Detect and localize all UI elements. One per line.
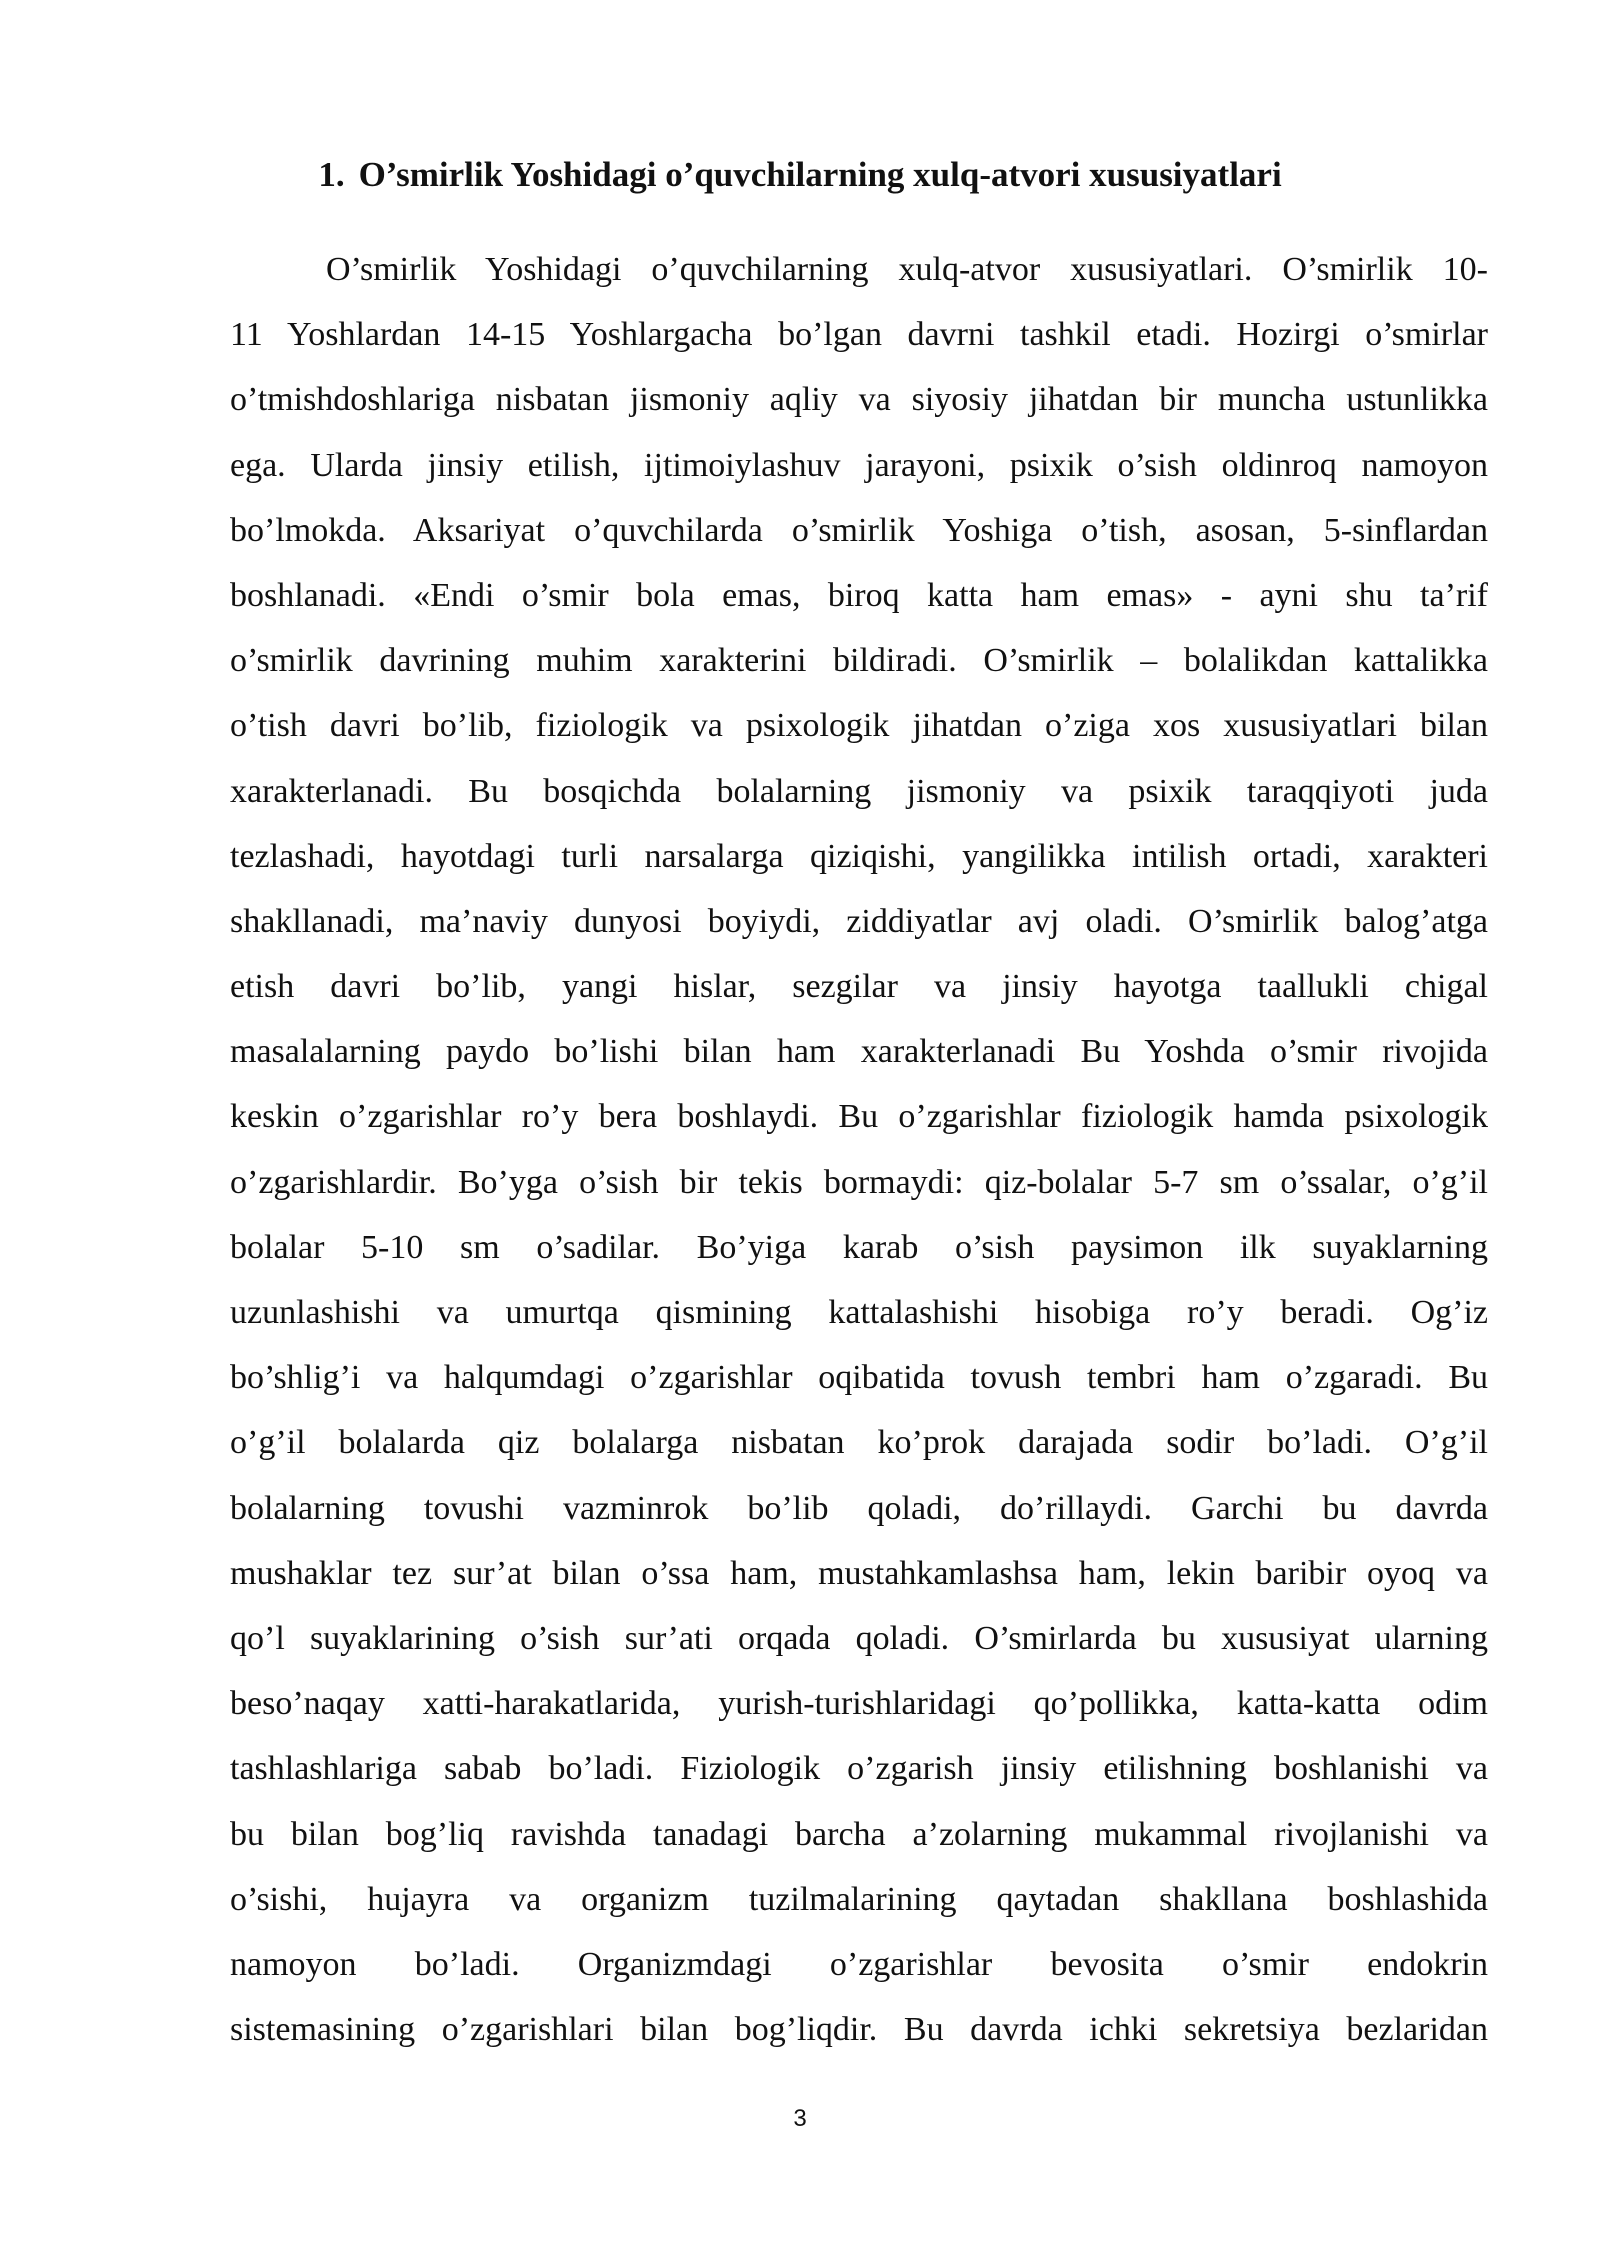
paragraph-line: bolalar 5-10 sm o’sadilar. Bo’yiga karab o’sish paysimon ilk suyaklarning bbox=[230, 1228, 1488, 1266]
paragraph-line: qo’l suyaklarining o’sish sur’ati orqada qoladi. O’smirlarda bu xususiyat ularning bbox=[230, 1619, 1488, 1657]
paragraph-line: O’smirlik Yoshidagi o’quvchilarning xulq-atvor xususiyatlari. O’smirlik 10- bbox=[326, 251, 1488, 288]
section-heading bbox=[0, 150, 1600, 200]
paragraph-line: xarakterlanadi. Bu bosqichda bolalarning jismoniy va psixik taraqqiyoti juda bbox=[230, 772, 1488, 810]
paragraph-line: o’zgarishlardir. Bo’yga o’sish bir tekis bormaydi: qiz-bolalar 5-7 sm o’ssalar, o’g’il bbox=[230, 1163, 1488, 1201]
paragraph-line: boshlanadi. «Endi o’smir bola emas, biroq katta ham emas» - ayni shu ta’rif bbox=[230, 576, 1488, 614]
paragraph-line: etish davri bo’lib, yangi hislar, sezgilar va jinsiy hayotga taallukli chigal bbox=[230, 968, 1488, 1006]
section-title: O’smirlik Yoshidagi o’quvchilarning xulq-atvori xususiyatlari bbox=[358, 155, 1282, 194]
section-number: 1. bbox=[318, 155, 345, 194]
paragraph-line: uzunlashishi va umurtqa qismining kattalashishi hisobiga ro’y beradi. Og’iz bbox=[230, 1294, 1488, 1331]
paragraph-line: sistemasining o’zgarishlari bilan bog’liqdir. Bu davrda ichki sekretsiya bezlaridan bbox=[230, 2011, 1488, 2049]
paragraph-line: 11 Yoshlardan 14-15 Yoshlargacha bo’lgan davrni tashkil etadi. Hozirgi o’smirlar bbox=[230, 316, 1488, 354]
paragraph-line: o’tish davri bo’lib, fiziologik va psixologik jihatdan o’ziga xos xususiyatlari bilan bbox=[230, 707, 1488, 745]
paragraph-line: bu bilan bog’liq ravishda tanadagi barcha a’zolarning mukammal rivojlanishi va bbox=[230, 1815, 1488, 1853]
paragraph-line: namoyon bo’ladi. Organizmdagi o’zgarishlar bevosita o’smir endokrin bbox=[230, 1945, 1488, 1983]
paragraph-line: masalalarning paydo bo’lishi bilan ham xarakterlanadi Bu Yoshda o’smir rivojida bbox=[230, 1033, 1488, 1071]
paragraph-line: tashlashlariga sabab bo’ladi. Fiziologik o’zgarish jinsiy etilishning boshlanishi va bbox=[230, 1750, 1488, 1788]
paragraph-line: shakllanadi, ma’naviy dunyosi boyiydi, ziddiyatlar avj oladi. O’smirlik balog’atga bbox=[230, 902, 1488, 940]
page-number: 3 bbox=[793, 2105, 807, 2132]
body-paragraph bbox=[230, 237, 1488, 2062]
paragraph-line: beso’naqay xatti-harakatlarida, yurish-turishlaridagi qo’pollikka, katta-katta odim bbox=[230, 1685, 1488, 1723]
paragraph-line: mushaklar tez sur’at bilan o’ssa ham, mustahkamlashsa ham, lekin baribir oyoq va bbox=[230, 1554, 1488, 1592]
paragraph-line: keskin o’zgarishlar ro’y bera boshlaydi. Bu o’zgarishlar fiziologik hamda psixologik bbox=[230, 1098, 1488, 1136]
paragraph-line: bolalarning tovushi vazminrok bo’lib qoladi, do’rillaydi. Garchi bu davrda bbox=[230, 1489, 1488, 1527]
paragraph-line: o’g’il bolalarda qiz bolalarga nisbatan ko’prok darajada sodir bo’ladi. O’g’il bbox=[230, 1424, 1488, 1462]
paragraph-line: o’sishi, hujayra va organizm tuzilmalarining qaytadan shakllana boshlashida bbox=[230, 1880, 1488, 1918]
paragraph-line: bo’shlig’i va halqumdagi o’zgarishlar oqibatida tovush tembri ham o’zgaradi. Bu bbox=[230, 1359, 1488, 1397]
paragraph-line: ega. Ularda jinsiy etilish, ijtimoiylashuv jarayoni, psixik o’sish oldinroq namoyon bbox=[230, 446, 1488, 484]
paragraph-line: o’tmishdoshlariga nisbatan jismoniy aqliy va siyosiy jihatdan bir muncha ustunlikka bbox=[230, 381, 1488, 419]
paragraph-line: bo’lmokda. Aksariyat o’quvchilarda o’smirlik Yoshiga o’tish, asosan, 5-sinflardan bbox=[230, 511, 1488, 549]
paragraph-line: tezlashadi, hayotdagi turli narsalarga qiziqishi, yangilikka intilish ortadi, xarakteri bbox=[230, 837, 1488, 875]
paragraph-line: o’smirlik davrining muhim xarakterini bildiradi. O’smirlik – bolalikdan kattalikka bbox=[230, 642, 1488, 680]
